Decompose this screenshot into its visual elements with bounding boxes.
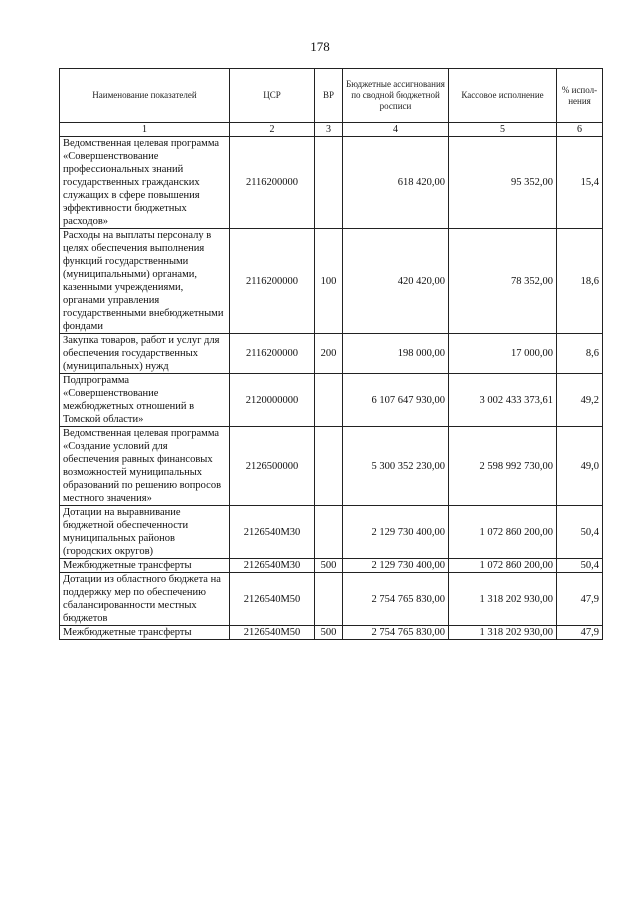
- row-pct: 47,9: [557, 626, 603, 640]
- header-name: Наименование показателей: [60, 69, 230, 123]
- table-row: [60, 374, 603, 427]
- row-pct: 49,2: [557, 374, 603, 427]
- table-row: [60, 573, 603, 626]
- row-name: Дотации на выравнивание бюджетной обеспеченности муниципальных районов (городских округов): [60, 506, 230, 559]
- budget-execution-table: [59, 68, 603, 640]
- header-budget: Бюджетные ассигнования по сводной бюджетной росписи: [343, 69, 449, 123]
- row-budget: 2 129 730 400,00: [343, 506, 449, 559]
- table-row: [60, 626, 603, 640]
- row-csr: 2126500000: [230, 427, 315, 506]
- column-number-row: [60, 123, 603, 137]
- row-pct: 8,6: [557, 334, 603, 374]
- page-number: 178: [310, 39, 330, 54]
- row-csr: 2116200000: [230, 334, 315, 374]
- row-vr: [315, 573, 343, 626]
- row-name: Дотации из областного бюджета на поддержку мер по обеспечению сбалансированности местных бюджетов: [60, 573, 230, 626]
- header-csr: ЦСР: [230, 69, 315, 123]
- row-csr: 2126540М50: [230, 573, 315, 626]
- row-vr: 200: [315, 334, 343, 374]
- row-budget: 198 000,00: [343, 334, 449, 374]
- row-cash: 1 072 860 200,00: [449, 506, 557, 559]
- row-csr: 2116200000: [230, 137, 315, 229]
- row-cash: 17 000,00: [449, 334, 557, 374]
- row-vr: [315, 374, 343, 427]
- row-pct: 49,0: [557, 427, 603, 506]
- column-number: 1: [60, 123, 230, 137]
- row-budget: 6 107 647 930,00: [343, 374, 449, 427]
- column-number: 3: [315, 123, 343, 137]
- row-pct: 50,4: [557, 506, 603, 559]
- header-vr: ВР: [315, 69, 343, 123]
- row-cash: 2 598 992 730,00: [449, 427, 557, 506]
- row-budget: 420 420,00: [343, 229, 449, 334]
- row-name: Подпрограмма «Совершенствование межбюджетных отношений в Томской области»: [60, 374, 230, 427]
- row-csr: 2126540М30: [230, 559, 315, 573]
- table-header-row: [60, 69, 603, 123]
- table-row: [60, 506, 603, 559]
- row-pct: 18,6: [557, 229, 603, 334]
- table-row: [60, 137, 603, 229]
- row-vr: 100: [315, 229, 343, 334]
- row-cash: 1 318 202 930,00: [449, 573, 557, 626]
- column-number: 2: [230, 123, 315, 137]
- row-vr: 500: [315, 626, 343, 640]
- row-csr: 2126540М30: [230, 506, 315, 559]
- row-name: Ведомственная целевая программа «Совершенствование профессиональных знаний государственных гражданских служащих в сфере повышения эффективности бюджетных расходов»: [60, 137, 230, 229]
- row-pct: 15,4: [557, 137, 603, 229]
- row-vr: [315, 137, 343, 229]
- row-vr: [315, 427, 343, 506]
- row-pct: 47,9: [557, 573, 603, 626]
- row-name: Межбюджетные трансферты: [60, 626, 230, 640]
- row-vr: 500: [315, 559, 343, 573]
- table-row: [60, 559, 603, 573]
- row-budget: 618 420,00: [343, 137, 449, 229]
- column-number: 5: [449, 123, 557, 137]
- row-csr: 2116200000: [230, 229, 315, 334]
- row-cash: 3 002 433 373,61: [449, 374, 557, 427]
- row-csr: 2120000000: [230, 374, 315, 427]
- row-budget: 2 129 730 400,00: [343, 559, 449, 573]
- row-cash: 1 072 860 200,00: [449, 559, 557, 573]
- table-row: [60, 229, 603, 334]
- row-pct: 50,4: [557, 559, 603, 573]
- table-row: [60, 427, 603, 506]
- table-row: [60, 334, 603, 374]
- row-csr: 2126540М50: [230, 626, 315, 640]
- row-name: Закупка товаров, работ и услуг для обеспечения государственных (муниципальных) нужд: [60, 334, 230, 374]
- column-number: 4: [343, 123, 449, 137]
- header-cash: Кассовое исполнение: [449, 69, 557, 123]
- column-number: 6: [557, 123, 603, 137]
- row-cash: 1 318 202 930,00: [449, 626, 557, 640]
- row-cash: 95 352,00: [449, 137, 557, 229]
- row-cash: 78 352,00: [449, 229, 557, 334]
- row-budget: 2 754 765 830,00: [343, 626, 449, 640]
- row-name: Ведомственная целевая программа «Создание условий для обеспечения равных финансовых возможностей муниципальных образований по решению вопросов местного значения»: [60, 427, 230, 506]
- row-vr: [315, 506, 343, 559]
- row-name: Расходы на выплаты персоналу в целях обеспечения выполнения функций государственными (муниципальными) органами, казенными учреждениями, органами управления государственными внебюджетными фондами: [60, 229, 230, 334]
- row-name: Межбюджетные трансферты: [60, 559, 230, 573]
- row-budget: 5 300 352 230,00: [343, 427, 449, 506]
- header-pct: % испол-нения: [557, 69, 603, 123]
- row-budget: 2 754 765 830,00: [343, 573, 449, 626]
